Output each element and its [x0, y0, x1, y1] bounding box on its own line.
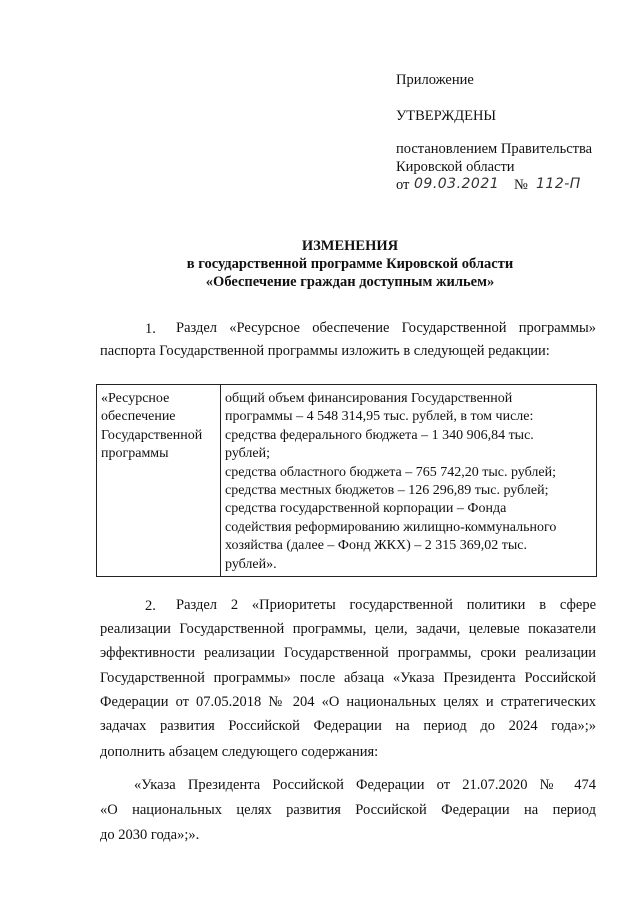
item-2-number: 2. [145, 598, 156, 614]
appendix-label: Приложение [396, 72, 474, 88]
resource-table [96, 384, 597, 577]
item-2-line: задачах развития Российской Федерации на период до 2024 года»;» [100, 718, 596, 734]
item-1-line-1: Раздел «Ресурсное обеспечение Государственной программы» [176, 320, 596, 336]
table-left-line: обеспечение [101, 409, 176, 425]
table-right-line: содействия реформированию жилищно-коммунального [225, 519, 557, 535]
table-divider [220, 385, 221, 576]
table-left-line: «Ресурсное [101, 391, 170, 406]
approved-label: УТВЕРЖДЕНЫ [396, 108, 497, 124]
table-right-cell [225, 390, 556, 574]
table-left-line: программы [101, 446, 169, 462]
quote-line-1: «Указа Президента Российской Федерации от 21.07.2020 № 474 [134, 777, 596, 793]
item-2-line: реализации Государственной программы, цели, задачи, целевые показатели [100, 621, 596, 637]
document-title: ИЗМЕНЕНИЯ [301, 238, 399, 254]
quote-line-2: «О национальных целях развития Российской Федерации на период [100, 802, 596, 818]
table-right-line: хозяйства (далее – Фонд ЖКХ) – 2 315 369,02 тыс. [225, 538, 528, 554]
date-prefix: от [396, 177, 410, 193]
table-right-line: рублей; [225, 446, 270, 462]
table-right-line: средства местных бюджетов – 126 296,89 тыс. рублей; [225, 483, 549, 499]
table-right-line: средства государственной корпорации – Фонда [225, 501, 507, 517]
document-subtitle-1: в государственной программе Кировской области [186, 256, 514, 272]
item-2-line: Федерации от 07.05.2018 № 204 «О национальных целях и стратегических [100, 694, 596, 710]
handwritten-number: 112-П [536, 176, 581, 192]
table-right-line: программы – 4 548 314,95 тыс. рублей, в том числе: [225, 409, 534, 425]
resolution-line-2: Кировской области [396, 159, 515, 175]
item-1-line-2: паспорта Государственной программы изложить в следующей редакции: [100, 343, 550, 359]
item-2-last-line: дополнить абзацем следующего содержания: [100, 744, 379, 760]
table-left-cell [101, 390, 202, 464]
table-left-line: Государственной [101, 427, 203, 443]
table-right-line: средства федерального бюджета – 1 340 906,84 тыс. [225, 427, 534, 443]
number-prefix: № [514, 177, 528, 193]
item-2-line: эффективности реализации Государственной программы, сроки реализации [100, 645, 596, 661]
resolution-line-1: постановлением Правительства [396, 141, 593, 157]
item-1-number: 1. [145, 321, 156, 337]
handwritten-date: 09.03.2021 [414, 176, 500, 192]
item-2-line-1: Раздел 2 «Приоритеты государственной политики в сфере [176, 597, 596, 613]
table-right-line: средства областного бюджета – 765 742,20 тыс. рублей; [225, 464, 556, 480]
table-right-line: рублей». [225, 556, 277, 572]
quote-line-3: до 2030 года»;». [100, 827, 200, 843]
item-2-line: Государственной программы» после абзаца «Указа Президента Российской [100, 670, 596, 686]
document-subtitle-2: «Обеспечение граждан доступным жильем» [205, 274, 495, 290]
table-right-line: общий объем финансирования Государственной [225, 391, 513, 406]
